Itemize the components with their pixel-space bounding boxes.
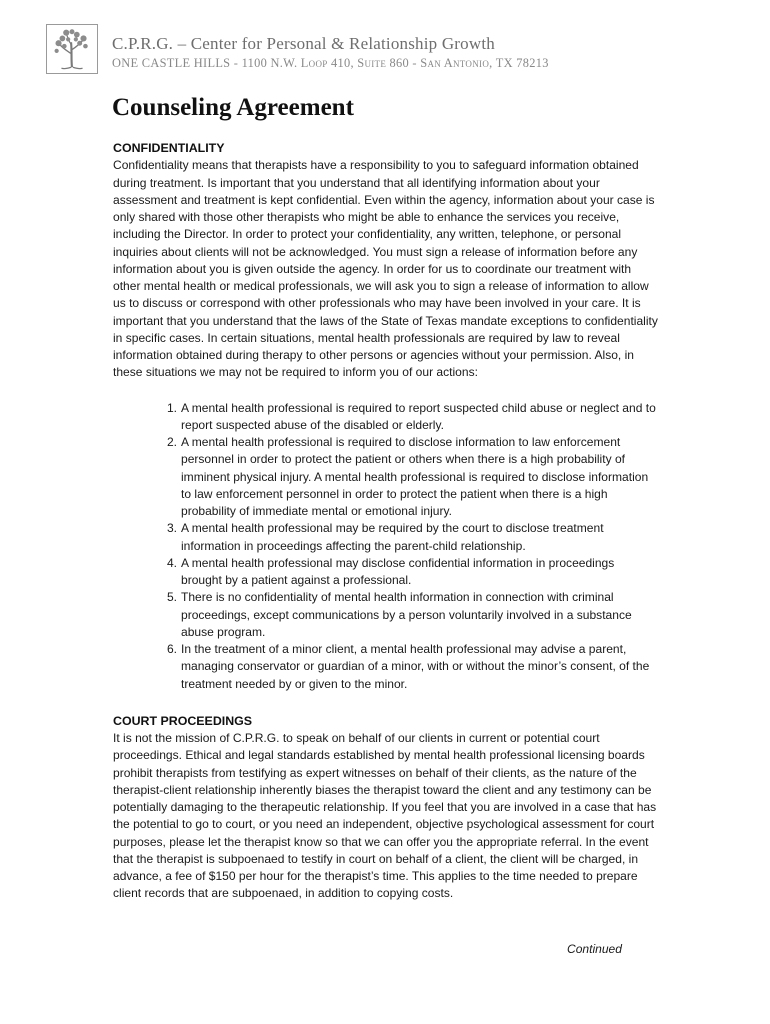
- list-item-number: 6.: [166, 642, 177, 656]
- organization-address: ONE CASTLE HILLS - 1100 N.W. Loop 410, Suite 860 - San Antonio, TX 78213: [112, 56, 549, 70]
- required-actions-list: [113, 400, 658, 693]
- logo: [46, 24, 98, 74]
- list-item-text: A mental health professional may be required by the court to disclose treatment information in proceedings affecting the parent-child relationship.: [181, 521, 604, 553]
- list-item: [157, 641, 658, 693]
- list-item-number: 2.: [166, 435, 177, 449]
- tree-icon: [47, 25, 97, 73]
- continued-note: Continued: [567, 942, 622, 956]
- list-item: [157, 555, 658, 590]
- list-item-text: A mental health professional is required to disclose information to law enforcement personnel in order to protect the patient or others when there is a high probability of imminent physical injury. A mental health professional is required to disclose information to law enforcement personnel in order to protect the patient when there is a high probability of immediate mental or emotional injury.: [181, 435, 649, 518]
- confidentiality-section: [113, 140, 658, 693]
- list-item-number: 5.: [166, 590, 177, 605]
- list-item-text: There is no confidentiality of mental health information in connection with criminal proceedings, except communications by a person voluntarily involved in a substance abuse program.: [181, 590, 632, 639]
- list-item-text: A mental health professional is required to report suspected child abuse or neglect and to report suspected abuse of the disabled or elderly.: [181, 400, 656, 432]
- list-item-text: A mental health professional may disclose confidential information in proceedings brought by a patient against a professional.: [181, 555, 615, 587]
- list-item: [157, 520, 658, 555]
- list-item-number: 3.: [166, 521, 177, 536]
- court-proceedings-paragraph: It is not the mission of C.P.R.G. to speak on behalf of our clients in current or potential court proceedings. Ethical and legal standards established by mental health professional licensing boards prohibit therapists from testifying as expert witnesses on behalf of their clients, as the nature of the therapist-client relationship inherently biases the therapist toward the client and any testimony can be potentially damaging to the therapeutic relationship. If you feel that you are involved in a case that has the potential to go to court, or you need an independent, objective psychological assessment for court purposes, please let the therapist know so that we can offer you the appropriate referral. In the event that the therapist is subpoenaed to testify in court on behalf of a client, the client will be charged, in advance, a fee of $150 per hour for the therapist’s time. This applies to the time needed to prepare client records that are subpoenaed, in addition to copying costs.: [113, 731, 657, 901]
- list-item: [157, 400, 658, 435]
- list-item-number: 4.: [166, 555, 177, 570]
- confidentiality-heading: CONFIDENTIALITY: [113, 141, 225, 155]
- list-item: [157, 434, 658, 520]
- list-item-text: In the treatment of a minor client, a mental health professional may advise a parent, managing conservator or guardian of a minor, with or without the minor’s consent, of the treatment needed by or given to the minor.: [181, 642, 650, 691]
- confidentiality-paragraph: Confidentiality means that therapists have a responsibility to you to safeguard information obtained during treatment. Is important that you understand that all identifying information about your assessment and treatment is kept confidential. Even within the agency, information about your case is only shared with those other therapists who might be able to enhance the services you receive, including the Director. In order to protect your confidentiality, any written, telephone, or personal inquiries about clients will not be acknowledged. You must sign a release of information before any information about you is given outside the agency. In order for us to coordinate our treatment with other mental health or medical professionals, we will ask you to sign a release of information to allow us to discuss or correspond with other professionals who may have been involved in your care. It is important that you understand that the laws of the State of Texas mandate exceptions to confidentiality in specific cases. In certain situations, mental health professionals are required by law to reveal information obtained during therapy to other persons or agencies without your permission. Also, in these situations we may not be required to inform you of our actions:: [113, 158, 658, 380]
- court-proceedings-section: [113, 713, 658, 903]
- organization-name: C.P.R.G. – Center for Personal & Relationship Growth: [112, 34, 495, 53]
- list-item: [157, 589, 658, 641]
- list-item-number: 1.: [166, 400, 177, 415]
- court-proceedings-heading: COURT PROCEEDINGS: [113, 713, 253, 728]
- document-title: Counseling Agreement: [112, 94, 354, 121]
- document-body: [113, 140, 658, 903]
